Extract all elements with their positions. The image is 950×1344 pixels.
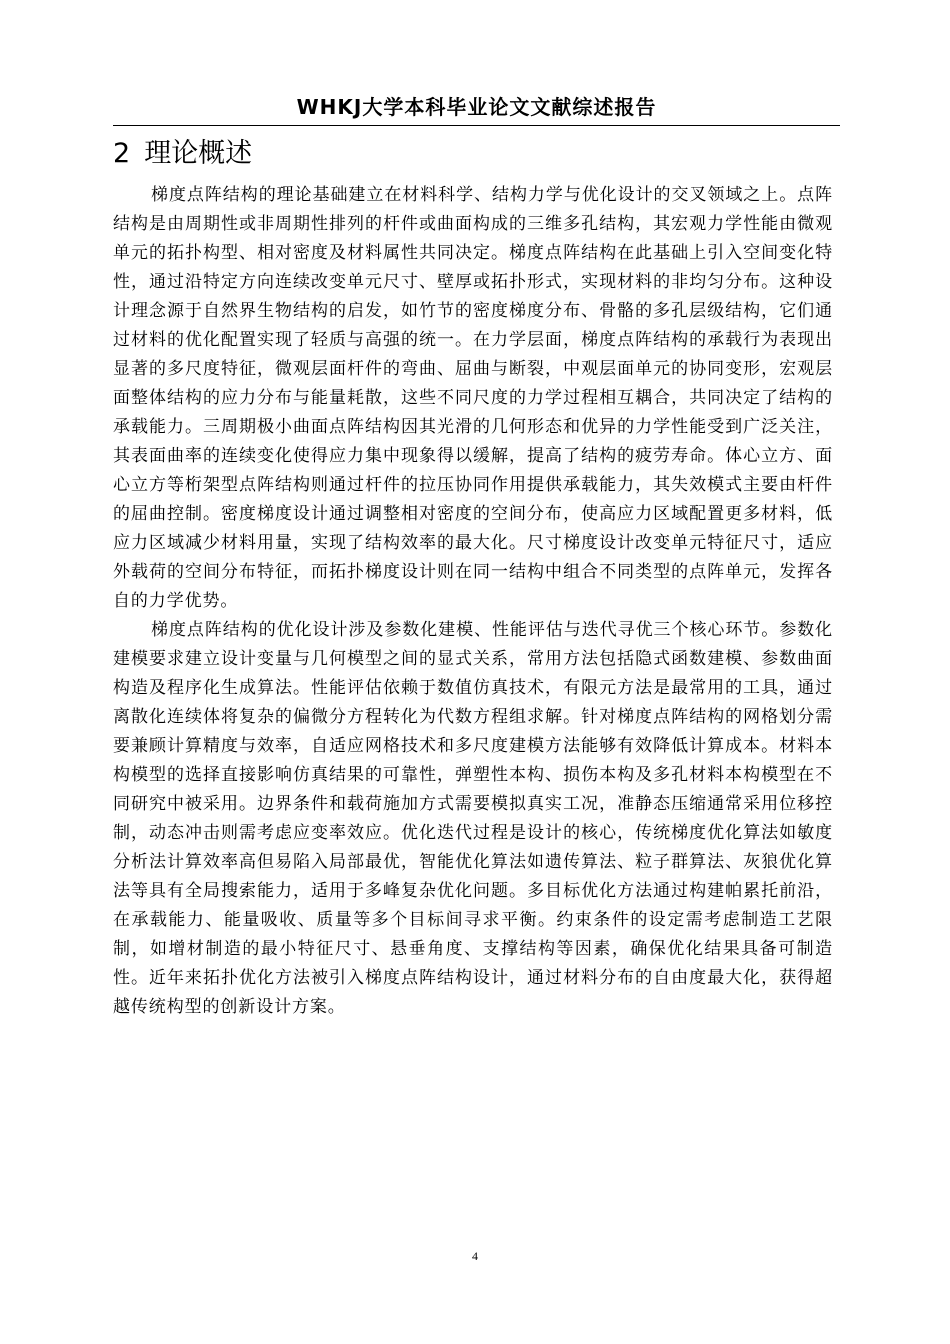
header-rule: [113, 125, 840, 126]
paragraph-optimization-design: 梯度点阵结构的优化设计涉及参数化建模、性能评估与迭代寻优三个核心环节。参数化建模要求建立设计变量与几何模型之间的显式关系，常用方法包括隐式函数建模、参数曲面构造及程序化生成算法。性能评估依赖于数值仿真技术，有限元方法是最常用的工具，通过离散化连续体将复杂的偏微分方程转化为代数方程组求解。针对梯度点阵结构的网格划分需要兼顾计算精度与效率，自适应网格技术和多尺度建模方法能够有效降低计算成本。材料本构模型的选择直接影响仿真结果的可靠性，弹塑性本构、损伤本构及多孔材料本构模型在不同研究中被采用。边界条件和载荷施加方式需要模拟真实工况，准静态压缩通常采用位移控制，动态冲击则需考虑应变率效应。优化迭代过程是设计的核心，传统梯度优化算法如敏度分析法计算效率高但易陷入局部最优，智能优化算法如遗传算法、粒子群算法、灰狼优化算法等具有全局搜索能力，适用于多峰复杂优化问题。多目标优化方法通过构建帕累托前沿，在承载能力、能量吸收、质量等多个目标间寻求平衡。约束条件的设定需考虑制造工艺限制，如增材制造的最小特征尺寸、悬垂角度、支撑结构等因素，确保优化结果具备可制造性。近年来拓扑优化方法被引入梯度点阵结构设计，通过材料分布的自由度最大化，获得超越传统构型的创新设计方案。: [113, 620, 833, 1017]
paragraph-theory-basis: 梯度点阵结构的理论基础建立在材料科学、结构力学与优化设计的交叉领域之上。点阵结构是由周期性或非周期性排列的杆件或曲面构成的三维多孔结构，其宏观力学性能由微观单元的拓扑构型、相对密度及材料属性共同决定。梯度点阵结构在此基础上引入空间变化特性，通过沿特定方向连续改变单元尺寸、壁厚或拓扑形式，实现材料的非均匀分布。这种设计理念源于自然界生物结构的启发，如竹节的密度梯度分布、骨骼的多孔层级结构，它们通过材料的优化配置实现了轻质与高强的统一。在力学层面，梯度点阵结构的承载行为表现出显著的多尺度特征，微观层面杆件的弯曲、屈曲与断裂，中观层面单元的协同变形，宏观层面整体结构的应力分布与能量耗散，这些不同尺度的力学过程相互耦合，共同决定了结构的承载能力。三周期极小曲面点阵结构因其光滑的几何形态和优异的力学性能受到广泛关注，其表面曲率的连续变化使得应力集中现象得以缓解，提高了结构的疲劳寿命。体心立方、面心立方等桁架型点阵结构则通过杆件的拉压协同作用提供承载能力，其失效模式主要由杆件的屈曲控制。密度梯度设计通过调整相对密度的空间分布，使高应力区域配置更多材料，低应力区域减少材料用量，实现了结构效率的最大化。尺寸梯度设计改变单元特征尺寸，适应外载荷的空间分布特征，而拓扑梯度设计则在同一结构中组合不同类型的点阵单元，发挥各自的力学优势。: [113, 185, 833, 611]
page-number: 4: [472, 1249, 478, 1263]
section-heading: [113, 134, 252, 174]
section-title: 理论概述: [144, 138, 253, 169]
running-header: WHKJ大学本科毕业论文文献综述报告: [296, 95, 657, 119]
body-text: [113, 181, 833, 1022]
section-number: 2: [113, 138, 131, 169]
